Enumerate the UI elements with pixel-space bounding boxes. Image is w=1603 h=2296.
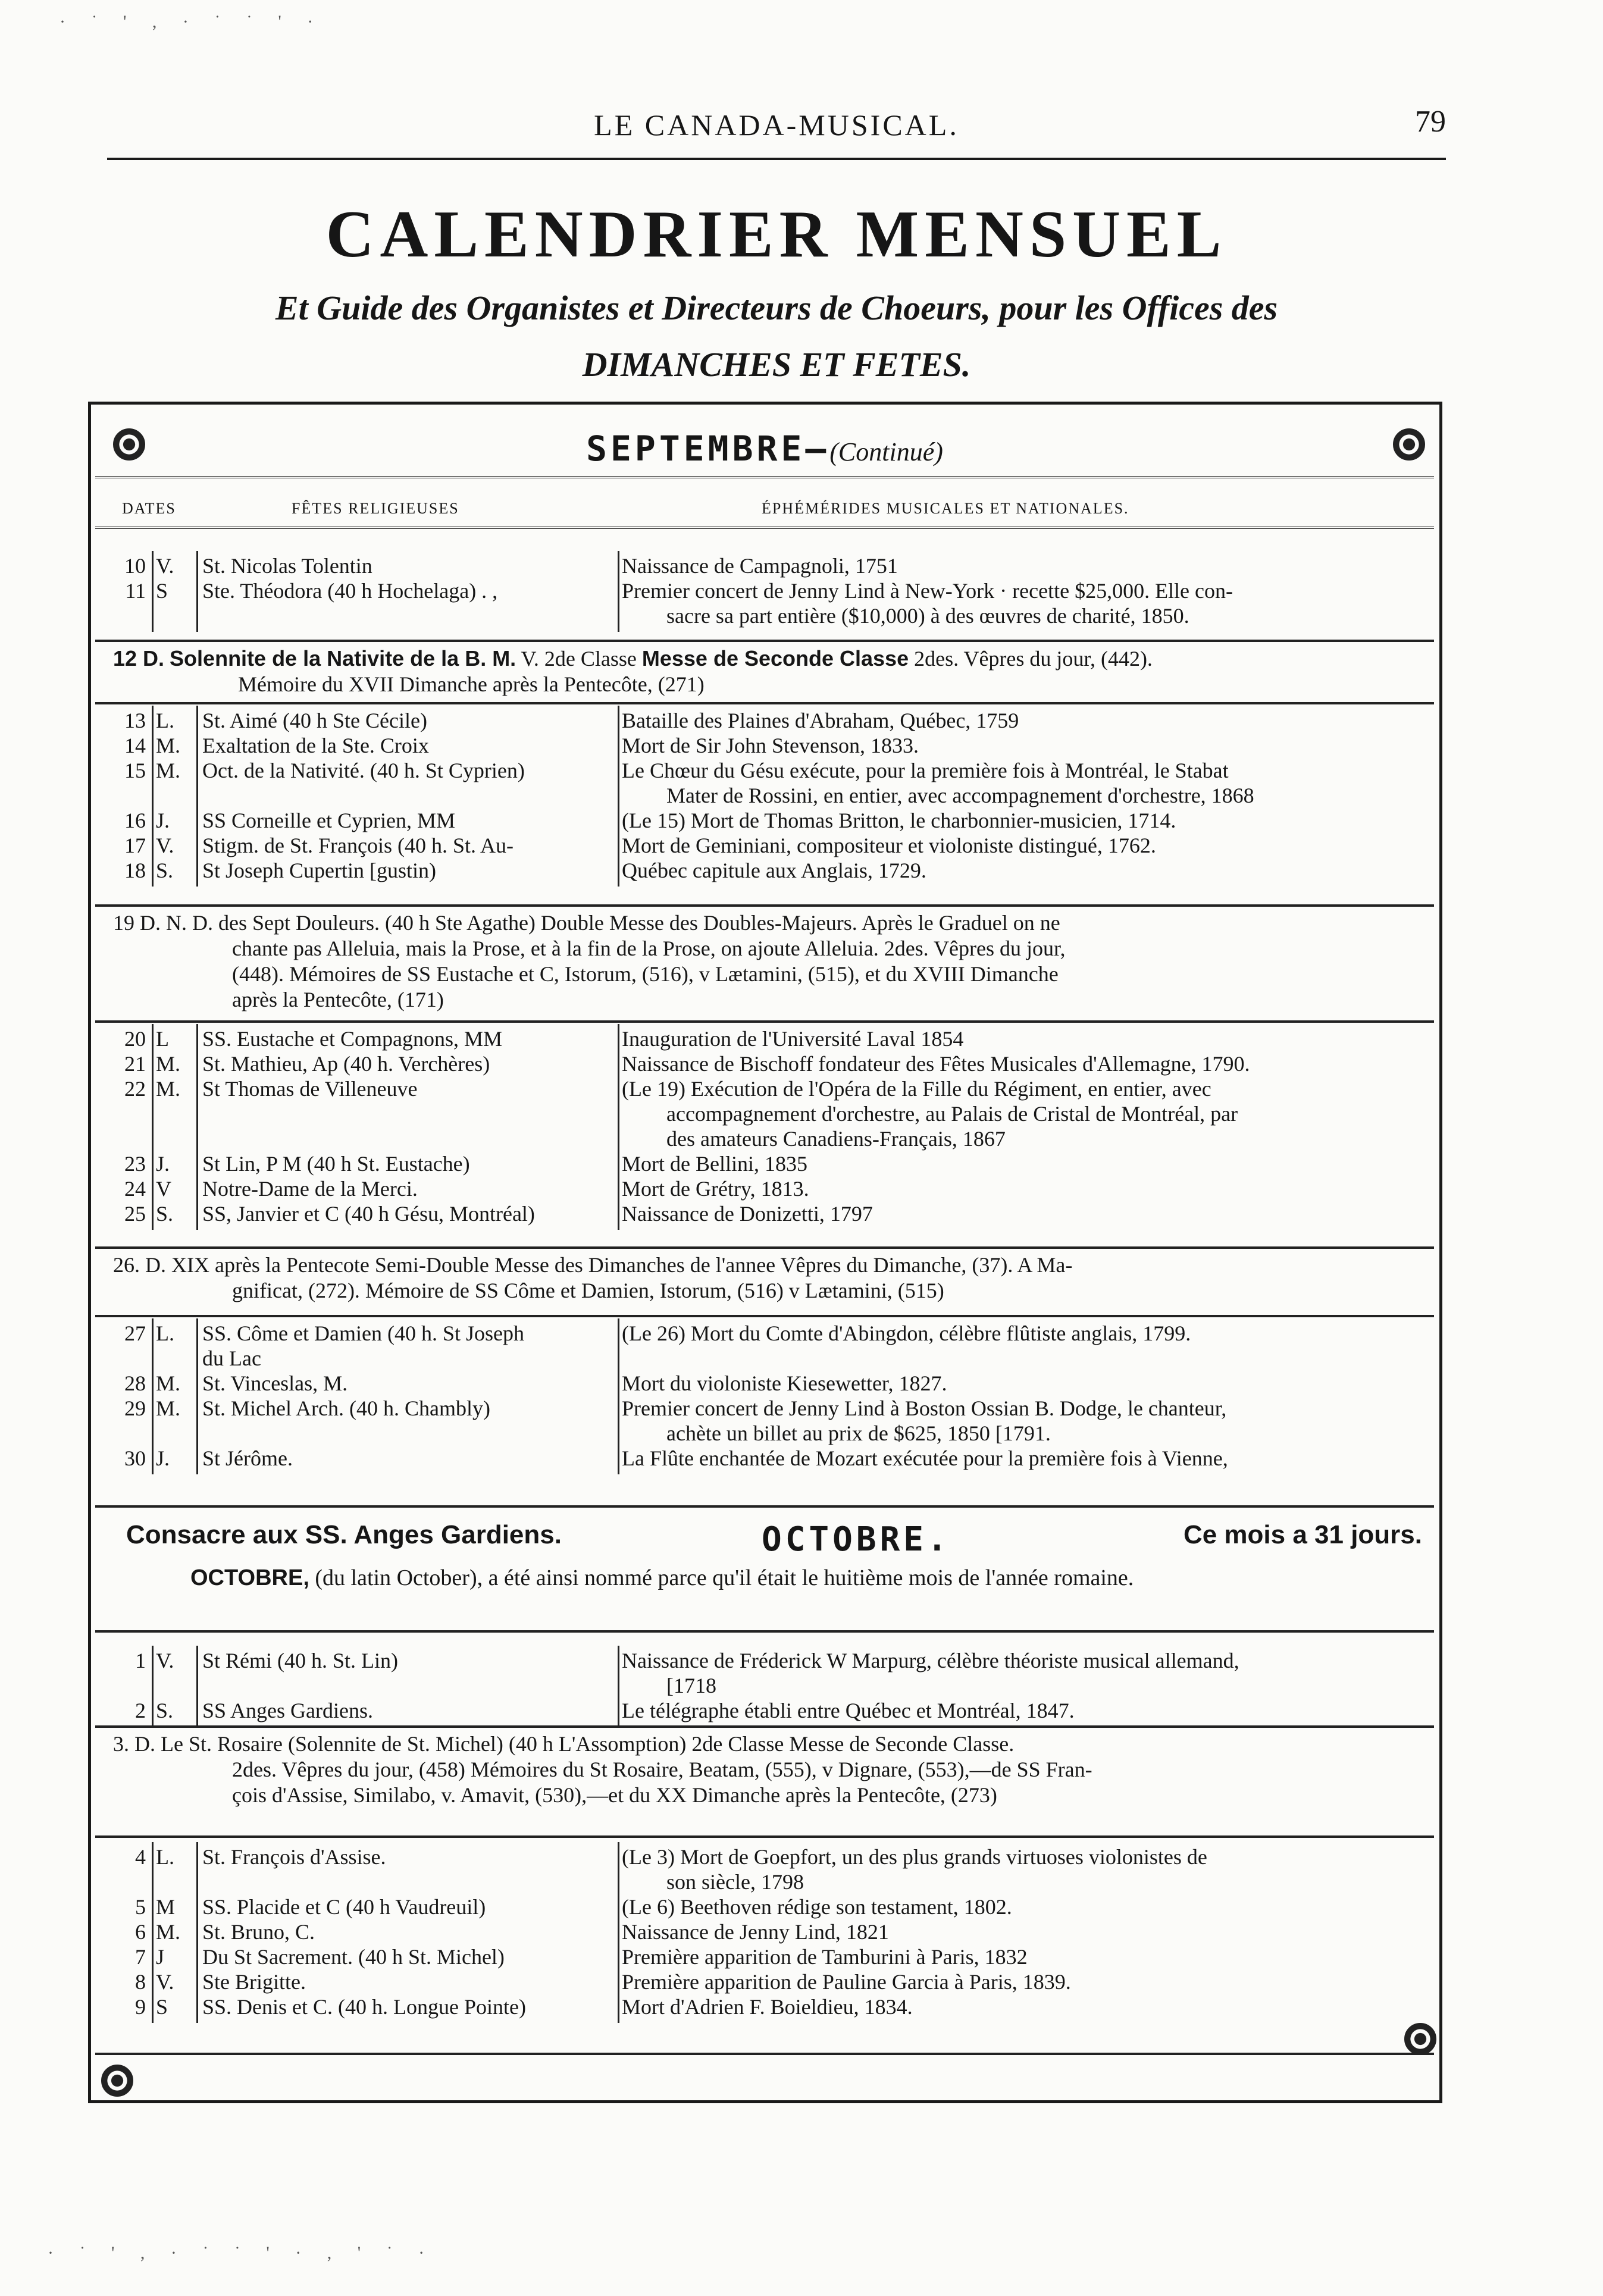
ephemeride: Mort de Bellini, 1835 — [622, 1152, 807, 1176]
ephem-rule — [618, 551, 619, 632]
date-number: 9 — [135, 1995, 146, 2019]
fete-religieuse: Du St Sacrement. (40 h St. Michel) — [202, 1945, 505, 1969]
date-number: 21 — [124, 1052, 146, 1076]
fete-religieuse: St Joseph Cupertin [gustin) — [202, 859, 436, 882]
fete-religieuse: St. Bruno, C. — [202, 1920, 315, 1944]
row-separator — [95, 2053, 1434, 2055]
feast-line: 26. D. XIX après la Pentecote Semi-Double Messe des Dimanches de l'annee Vêpres du Dimanche, (37). A Ma- — [113, 1253, 1073, 1277]
ephemeride: Le Chœur du Gésu exécute, pour la première fois à Montréal, le Stabat — [622, 759, 1229, 782]
day-letter: M — [156, 1895, 176, 1919]
october-intro: OCTOBRE, (du latin October), a été ainsi nommé parce qu'il était le huitième mois de l'année romaine. — [190, 1565, 1134, 1590]
date-number: 17 — [124, 834, 146, 857]
ephemeride: des amateurs Canadiens-Français, 1867 — [666, 1127, 1006, 1151]
month-name-october: OCTOBRE. — [762, 1520, 951, 1559]
feast-line: (448). Mémoires de SS Eustache et C, Istorum, (516), v Lætamini, (515), et du XVIII Dimanche — [232, 962, 1059, 986]
ephemeride: achète un billet au prix de $625, 1850 [1791. — [666, 1421, 1051, 1445]
row-separator — [95, 702, 1434, 704]
fete-rule — [196, 706, 198, 887]
ephemeride: Première apparition de Pauline Garcia à Paris, 1839. — [622, 1970, 1071, 1994]
ephemeride: Mort de Geminiani, compositeur et violoniste distingué, 1762. — [622, 834, 1156, 857]
subtitle-line-1: Et Guide des Organistes et Directeurs de Choeurs, pour les Offices des — [275, 289, 1278, 327]
fete-religieuse: SS. Placide et C (40 h Vaudreuil) — [202, 1895, 486, 1919]
fete-religieuse: St. François d'Assise. — [202, 1845, 386, 1869]
day-letter: J. — [156, 809, 170, 832]
col-fetes: FÊTES RELIGIEUSES — [292, 500, 459, 517]
fete-religieuse: SS, Janvier et C (40 h Gésu, Montréal) — [202, 1202, 535, 1226]
running-title: LE CANADA-MUSICAL. — [594, 108, 959, 142]
ephemeride: (Le 15) Mort de Thomas Britton, le charbonnier-musicien, 1714. — [622, 809, 1176, 832]
date-number: 11 — [125, 579, 146, 603]
fete-rule — [196, 551, 198, 632]
day-letter: L. — [156, 709, 174, 732]
date-number: 28 — [124, 1371, 146, 1395]
day-letter: S. — [156, 1202, 174, 1226]
fete-rule — [196, 1842, 198, 2023]
date-number: 18 — [124, 859, 146, 882]
date-number: 25 — [124, 1202, 146, 1226]
date-number: 15 — [124, 759, 146, 782]
date-number: 7 — [135, 1945, 146, 1969]
ephemeride: Mort de Sir John Stevenson, 1833. — [622, 734, 919, 757]
date-number: 8 — [135, 1970, 146, 1994]
page-number: 79 — [1415, 105, 1446, 139]
day-letter: V. — [156, 1649, 174, 1672]
fete-religieuse: St. Aimé (40 h Ste Cécile) — [202, 709, 427, 732]
page-title: CALENDRIER MENSUEL — [325, 198, 1228, 271]
day-letter: J. — [156, 1446, 170, 1470]
feast-line: 2des. Vêpres du jour, (458) Mémoires du St Rosaire, Beatam, (555), v Dignare, (553),—de SS Fran- — [232, 1758, 1092, 1781]
fete-religieuse: St. Vinceslas, M. — [202, 1371, 348, 1395]
ephemeride: La Flûte enchantée de Mozart exécutée pour la première fois à Vienne, — [622, 1446, 1228, 1470]
col-ephemerides: ÉPHÉMÉRIDES MUSICALES ET NATIONALES. — [762, 500, 1129, 517]
running-header — [107, 104, 1446, 160]
ephemeride: Mort d'Adrien F. Boieldieu, 1834. — [622, 1995, 913, 2019]
feast-12: 12 D. Solennite de la Nativite de la B. M. V. 2de Classe Messe de Seconde Classe 2des. Vêpres du jour, (442). Mémoire du XVII Dimanche après la Pentecôte, (271) — [113, 646, 1153, 696]
ephem-rule — [618, 1318, 619, 1474]
fete-religieuse: St Thomas de Villeneuve — [202, 1077, 418, 1101]
feast-line: gnificat, (272). Mémoire de SS Côme et Damien, Istorum, (516) v Lætamini, (515) — [232, 1279, 944, 1302]
ephemeride: [1718 — [666, 1674, 716, 1697]
ephem-rule — [618, 706, 619, 887]
day-letter: V. — [156, 1970, 174, 1994]
fete-rule — [196, 1318, 198, 1474]
ephem-rule — [618, 1024, 619, 1230]
day-letter: S — [156, 1995, 168, 2019]
day-rule — [152, 706, 154, 887]
bottom-specks: · ˙ ' , · ˙ ˙ ' · , ' ˙ · — [48, 2243, 436, 2263]
day-letter: M. — [156, 1077, 181, 1101]
september-header — [95, 416, 1434, 478]
ephemeride: Première apparition de Tamburini à Paris, 1832 — [622, 1945, 1028, 1969]
fete-religieuse: St Lin, P M (40 h St. Eustache) — [202, 1152, 470, 1176]
feast-line: 3. D. Le St. Rosaire (Solennite de St. Michel) (40 h L'Assomption) 2de Classe Messe de Seconde Classe. — [113, 1732, 1015, 1756]
ephemeride: accompagnement d'orchestre, au Palais de Cristal de Montréal, par — [666, 1102, 1238, 1126]
subtitle-line-2: DIMANCHES ET FETES. — [582, 345, 971, 384]
ephemeride: Naissance de Bischoff fondateur des Fêtes Musicales d'Allemagne, 1790. — [622, 1052, 1250, 1076]
date-number: 6 — [135, 1920, 146, 1944]
row-separator — [95, 1835, 1434, 1838]
fete-religieuse: Ste Brigitte. — [202, 1970, 306, 1994]
ephemeride: Mater de Rossini, en entier, avec accompagnement d'orchestre, 1868 — [666, 784, 1254, 807]
feast-line: çois d'Assise, Similabo, v. Amavit, (530),—et du XX Dimanche après la Pentecôte, (273) — [232, 1783, 997, 1807]
ephemeride: Naissance de Jenny Lind, 1821 — [622, 1920, 889, 1944]
day-letter: S. — [156, 859, 174, 882]
row-separator — [95, 640, 1434, 642]
day-letter: L — [156, 1027, 169, 1051]
column-headers — [95, 491, 1434, 529]
date-number: 10 — [124, 554, 146, 578]
fete-religieuse: SS. Côme et Damien (40 h. St Joseph — [202, 1321, 524, 1345]
october-days: Ce mois a 31 jours. — [1183, 1520, 1422, 1549]
day-letter: M. — [156, 1920, 181, 1944]
october-consacre: Consacre aux SS. Anges Gardiens. — [126, 1520, 562, 1549]
row-separator — [95, 904, 1434, 907]
row-separator — [95, 1725, 1434, 1728]
day-letter: M. — [156, 1396, 181, 1420]
october-header — [95, 1520, 1434, 1559]
day-letter: V. — [156, 834, 174, 857]
fete-religieuse: Stigm. de St. François (40 h. St. Au- — [202, 834, 514, 857]
fete-religieuse: SS Anges Gardiens. — [202, 1699, 373, 1722]
date-number: 13 — [124, 709, 146, 732]
ephemeride: Inauguration de l'Université Laval 1854 — [622, 1027, 964, 1051]
ephemeride: Mort de Grétry, 1813. — [622, 1177, 809, 1201]
date-number: 24 — [124, 1177, 146, 1201]
day-rule — [152, 1024, 154, 1230]
day-letter: M. — [156, 734, 181, 757]
fete-religieuse: St Jérôme. — [202, 1446, 293, 1470]
day-letter: S. — [156, 1699, 174, 1722]
day-letter: M. — [156, 1052, 181, 1076]
day-letter: L. — [156, 1845, 174, 1869]
date-number: 16 — [124, 809, 146, 832]
ornament-icon — [1393, 428, 1425, 461]
page-subtitle — [107, 280, 1446, 393]
row-separator — [95, 1020, 1434, 1023]
date-number: 2 — [135, 1699, 146, 1722]
day-rule — [152, 1318, 154, 1474]
top-specks: · ˙ ' , · ˙ ˙ ' · — [60, 12, 324, 32]
ephem-rule — [618, 1842, 619, 2023]
day-letter: M. — [156, 1371, 181, 1395]
ephemeride: Naissance de Fréderick W Marpurg, célèbre théoriste musical allemand, — [622, 1649, 1239, 1672]
fete-religieuse: Exaltation de la Ste. Croix — [202, 734, 429, 757]
ephemeride: Bataille des Plaines d'Abraham, Québec, 1759 — [622, 709, 1019, 732]
ephemeride: Québec capitule aux Anglais, 1729. — [622, 859, 926, 882]
ephemeride: sacre sa part entière ($10,000) à des œuvres de charité, 1850. — [666, 604, 1189, 628]
fete-religieuse: SS. Eustache et Compagnons, MM — [202, 1027, 502, 1051]
fete-rule — [196, 1646, 198, 1727]
ephemeride: (Le 26) Mort du Comte d'Abingdon, célèbre flûtiste anglais, 1799. — [622, 1321, 1191, 1345]
fete-religieuse: St. Mathieu, Ap (40 h. Verchères) — [202, 1052, 490, 1076]
ornament-icon — [1404, 2023, 1436, 2055]
ephemeride: Le télégraphe établi entre Québec et Montréal, 1847. — [622, 1699, 1075, 1722]
date-number: 1 — [135, 1649, 146, 1672]
feast-line: chante pas Alleluia, mais la Prose, et à la fin de la Prose, on ajoute Alleluia. 2des. Vêpres du jour, — [232, 936, 1066, 960]
ephemeride: (Le 3) Mort de Goepfort, un des plus grands virtuoses violonistes de — [622, 1845, 1207, 1869]
row-separator — [95, 1630, 1434, 1633]
date-number: 22 — [124, 1077, 146, 1101]
feast-line: 19 D. N. D. des Sept Douleurs. (40 h Ste Agathe) Double Messe des Doubles-Majeurs. Après le Graduel on ne — [113, 911, 1060, 935]
month-name-september: SEPTEMBRE—(Continué) — [586, 428, 943, 469]
col-dates: DATES — [122, 500, 176, 517]
row-separator — [95, 1505, 1434, 1508]
row-separator — [95, 1315, 1434, 1317]
day-letter: V. — [156, 554, 174, 578]
row-separator — [95, 1246, 1434, 1249]
date-number: 29 — [124, 1396, 146, 1420]
fete-rule — [196, 1024, 198, 1230]
feast-line: après la Pentecôte, (171) — [232, 988, 444, 1011]
fete-religieuse: SS. Denis et C. (40 h. Longue Pointe) — [202, 1995, 526, 2019]
ephemeride: (Le 6) Beethoven rédige son testament, 1802. — [622, 1895, 1012, 1919]
ephemeride: Mort du violoniste Kiesewetter, 1827. — [622, 1371, 947, 1395]
feast-26 — [113, 1252, 1428, 1304]
day-rule — [152, 1646, 154, 1727]
fete-religieuse: St Rémi (40 h. St. Lin) — [202, 1649, 399, 1672]
date-number: 4 — [135, 1845, 146, 1869]
date-number: 23 — [124, 1152, 146, 1176]
feast-19 — [113, 910, 1428, 1013]
fete-religieuse: SS Corneille et Cyprien, MM — [202, 809, 455, 832]
day-rule — [152, 551, 154, 632]
day-letter: S — [156, 579, 168, 603]
day-rule — [152, 1842, 154, 2023]
day-letter: V — [156, 1177, 171, 1201]
day-letter: J — [156, 1945, 165, 1969]
day-letter: J. — [156, 1152, 170, 1176]
date-number: 14 — [124, 734, 146, 757]
fete-religieuse: St. Nicolas Tolentin — [202, 554, 372, 578]
ornament-icon — [101, 2065, 133, 2097]
fete-religieuse: du Lac — [202, 1346, 261, 1370]
fete-religieuse: Ste. Théodora (40 h Hochelaga) . , — [202, 579, 498, 603]
ephemeride: Naissance de Campagnoli, 1751 — [622, 554, 898, 578]
feast-3 — [113, 1731, 1428, 1808]
fete-religieuse: Oct. de la Nativité. (40 h. St Cyprien) — [202, 759, 525, 782]
ephemeride: Naissance de Donizetti, 1797 — [622, 1202, 873, 1226]
day-letter: M. — [156, 759, 181, 782]
ephem-rule — [618, 1646, 619, 1727]
ephemeride: son siècle, 1798 — [666, 1870, 804, 1894]
fete-religieuse: Notre-Dame de la Merci. — [202, 1177, 418, 1201]
date-number: 27 — [124, 1321, 146, 1345]
fete-religieuse: St. Michel Arch. (40 h. Chambly) — [202, 1396, 490, 1420]
ephemeride: Premier concert de Jenny Lind à New-York · recette $25,000. Elle con- — [622, 579, 1233, 603]
ephemeride: Premier concert de Jenny Lind à Boston Ossian B. Dodge, le chanteur, — [622, 1396, 1227, 1420]
date-number: 30 — [124, 1446, 146, 1470]
date-number: 5 — [135, 1895, 146, 1919]
date-number: 20 — [124, 1027, 146, 1051]
ephemeride: (Le 19) Exécution de l'Opéra de la Fille du Régiment, en entier, avec — [622, 1077, 1211, 1101]
day-letter: L. — [156, 1321, 174, 1345]
